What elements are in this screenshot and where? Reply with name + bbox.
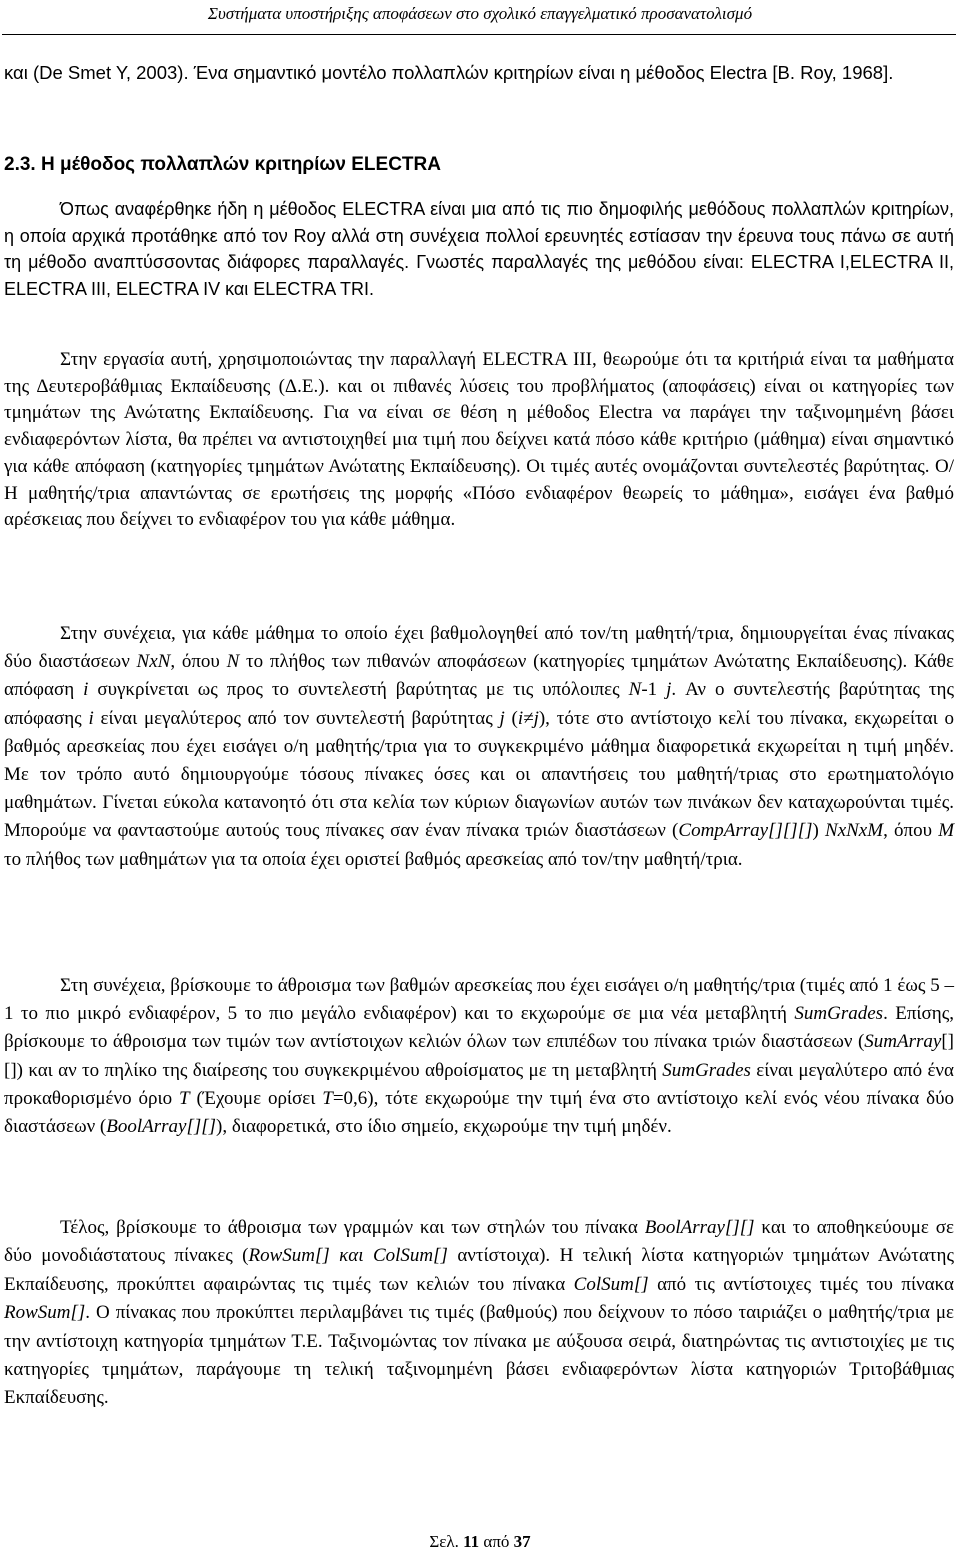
text-run: ) <box>812 820 826 842</box>
intro-paragraph: και (De Smet Y, 2003). Ένα σημαντικό μοντέλο πολλαπλών κριτηρίων είναι η μέθοδος Electra [B. Roy, 1968]. <box>4 62 894 83</box>
text-run: [][]) και αν το πηλίκο της διαίρεσης του συγκεκριμένου αθροίσματος με τη μεταβλητή <box>4 1031 954 1081</box>
math-term: RowSum[] <box>4 1302 86 1324</box>
paragraph-comparison-matrix <box>4 620 954 874</box>
text-run: είναι μεγαλύτερο από ένα προκαθορισμένο όριο <box>4 1059 954 1109</box>
paragraph-criteria <box>4 347 954 534</box>
text-run: ( <box>504 707 518 729</box>
math-term: CompArray[][][] <box>678 820 813 842</box>
paragraph-electra-overview <box>4 196 954 302</box>
math-term: NxNxM <box>825 820 884 842</box>
math-term: SumArray <box>864 1031 942 1053</box>
math-term: i <box>83 679 89 701</box>
page-number: 11 <box>463 1532 480 1551</box>
math-term: ColSum[] <box>573 1273 649 1295</box>
text-run: αντίστοιχα). Η τελική λίστα κατηγοριών τμημάτων Ανώτατης Εκπαίδευσης, προκύπτει αφαιρώντας τις τιμές των κελιών του πίνακα <box>4 1245 954 1295</box>
math-term: j <box>499 707 505 729</box>
section-heading: 2.3. Η μέθοδος πολλαπλών κριτηρίων ELECTRA <box>4 154 441 175</box>
page-prefix: Σελ. <box>429 1532 464 1551</box>
math-term: j <box>666 679 672 701</box>
text-run: . Αν ο συντελεστής βαρύτητας της απόφασης <box>4 679 955 729</box>
math-term: T <box>179 1087 190 1109</box>
paragraph-5 <box>4 1214 954 1413</box>
text-run: Στη συνέχεια, βρίσκουμε το άθροισμα των βαθμών αρεσκείας που έχει εισάγει ο/η μαθητής/τρια (τιμές από 1 έως 5 – 1 το πιο μικρό ενδιαφέρον, 5 το πιο μεγάλο ενδιαφέρον) και το εκχωρούμε σε μια νέα μεταβλητή <box>4 975 954 1025</box>
paragraph-1: Όπως αναφέρθηκε ήδη η μέθοδος ELECTRA είναι μια από τις πιο δημοφιλής μεθόδους πολλαπλών κριτηρίων, η οποία αρχικά προτάθηκε από τον Roy αλλά στη συνέχεια πολλοί ερευνητές εστίασαν την έρευνα τους πάνω σε αυτή τη μέθοδο αναπτύσσοντας διάφορες παραλλαγές. Γνωστές παραλλαγές της μεθόδου είναι: ELECTRA I,ELECTRA II, ELECTRA III, ELECTRA IV και ELECTRA TRI. <box>4 199 954 299</box>
text-run: . Επίσης, βρίσκουμε το άθροισμα των τιμών των αντίστοιχων κελιών όλων των επιπέδων του πίνακα τριών διαστάσεων ( <box>4 1003 954 1053</box>
math-term: BoolArray[][] <box>106 1116 217 1138</box>
paragraph-3 <box>4 620 954 874</box>
paragraph-sum-grades <box>4 972 954 1141</box>
math-term: M <box>938 820 955 842</box>
paragraph-4 <box>4 972 954 1141</box>
math-term: N <box>226 651 240 673</box>
math-term: NxN <box>136 651 171 673</box>
text-run: το πλήθος των μαθημάτων για τα οποία έχει οριστεί βαθμός αρεσκείας από τον/την μαθητή/τρια. <box>4 848 743 870</box>
page-footer <box>0 1530 960 1554</box>
math-term: N <box>628 679 642 701</box>
header-divider <box>2 34 956 35</box>
math-term: SumGrades <box>794 1003 884 1025</box>
math-term: SumGrades <box>662 1059 751 1081</box>
math-term: T <box>322 1087 333 1109</box>
text-run: , όπου <box>170 651 227 673</box>
running-header: Συστήματα υποστήριξης αποφάσεων στο σχολικό επαγγελματικό προσανατολισμό <box>207 4 753 23</box>
text-run: το πλήθος των πιθανών αποφάσεων (κατηγορίες τμημάτων Ανώτατης Εκπαίδευσης). Κάθε απόφαση <box>4 651 955 701</box>
text-run: -1 <box>641 679 667 701</box>
text-run: . Ο πίνακας που προκύπτει περιλαμβάνει τις τιμές (βαθμούς) που δείχνουν το πόσο ταιριάζει ο μαθητής/τρια με την αντίστοιχη κατηγορία τμημάτων Τ.Ε. Ταξινομώντας τον πίνακα με αύξουσα σειρά, διατηρώντας τις αντιστοιχίες με τις κατηγορίες τμημάτων, παράγουμε τη τελική ταξινομημένη βάσει ενδιαφερόντων λίστα κατηγοριών Τριτοβάθμιας Εκπαίδευσης. <box>4 1302 954 1409</box>
math-term: BoolArray[][] <box>644 1217 755 1238</box>
math-term: RowSum[] και ColSum[] <box>248 1245 448 1267</box>
page-separator: από <box>479 1532 514 1551</box>
total-pages: 37 <box>513 1532 531 1551</box>
math-term: i <box>88 707 94 729</box>
text-run: =0,6), τότε εκχωρούμε την τιμή ένα στο αντίστοιχο κελί ενός νέου πίνακα δύο διαστάσεων ( <box>4 1087 954 1138</box>
paragraph-final-ranking <box>4 1214 954 1413</box>
text-run: συγκρίνεται ως προς το συντελεστή βαρύτητας με τις υπόλοιπες <box>88 679 629 701</box>
text-run: ), τότε στο αντίστοιχο κελί του πίνακα, εκχωρείται ο βαθμός αρεσκείας που έχει εισάγει ο/η μαθητής/τρια για το συγκεκριμένο μάθημα διαφορετικά εκχωρείται η τιμή μηδέν. Με τον τρόπο αυτό δημιουργούμε τόσους πίνακες όσες και οι απαντήσεις του μαθητή/τριας στο ερωτηματολόγιο μαθημάτων. Γίνεται εύκολα κατανοητό ότι στα κελία των κύριων διαγωνίων αυτών των πινάκων δεν καταχωρούνται τιμές. Μπορούμε να φανταστούμε αυτούς τους πίνακες σαν έναν πίνακα τριών διαστάσεων ( <box>4 707 955 842</box>
text-run: και το αποθηκεύουμε σε δύο μονοδιάστατους πίνακες ( <box>4 1217 954 1267</box>
text-run: Τέλος, βρίσκουμε το άθροισμα των γραμμών και των στηλών του πίνακα <box>60 1217 645 1238</box>
text-run: , όπου <box>883 820 939 842</box>
text-run: από τις αντίστοιχες τιμές του πίνακα <box>648 1273 954 1295</box>
text-run: είναι μεγαλύτερος από τον συντελεστή βαρύτητας <box>93 707 500 729</box>
math-term: i≠j <box>517 707 539 729</box>
paragraph-2: Στην εργασία αυτή, χρησιμοποιώντας την παραλλαγή ELECTRA III, θεωρούμε ότι τα κριτήριά είναι τα μαθήματα της Δευτεροβάθμιας Εκπαίδευσης (Δ.Ε.). και οι πιθανές λύσεις του προβλήματος (αποφάσεις) είναι οι κατηγορίες των τμημάτων της Ανώτατης Εκπαίδευσης. Για να είναι σε θέση η μέθοδος Electra να παράγει την ταξινομημένη βάσει ενδιαφερόντων λίστα, θα πρέπει να αντιστοιχηθεί μια τιμή που δείχνει κατά πόσο κάθε κριτήριο (μάθημα) είναι σημαντικό για κάθε απόφαση (κατηγορίες τμημάτων Ανώτατης Εκπαίδευσης). Οι τιμές αυτές ονομάζονται συντελεστές βαρύτητας. Ο/Η μαθητής/τρια απαντώντας σε ερωτήσεις της μορφής «Πόσο ενδιαφέρον θεωρείς το μάθημα», εισάγει ένα βαθμό αρέσκειας που δείχνει το ενδιαφέρον του για κάθε μάθημα. <box>4 349 954 531</box>
text-run: ), διαφορετικά, στο ίδιο σημείο, εκχωρούμε την τιμή μηδέν. <box>216 1116 672 1138</box>
text-run: Στην συνέχεια, για κάθε μάθημα το οποίο έχει βαθμολογηθεί από τον/τη μαθητή/τρια, δημιουργείται ένας πίνακας δύο διαστάσεων <box>4 623 954 673</box>
text-run: (Έχουμε ορίσει <box>189 1087 323 1109</box>
